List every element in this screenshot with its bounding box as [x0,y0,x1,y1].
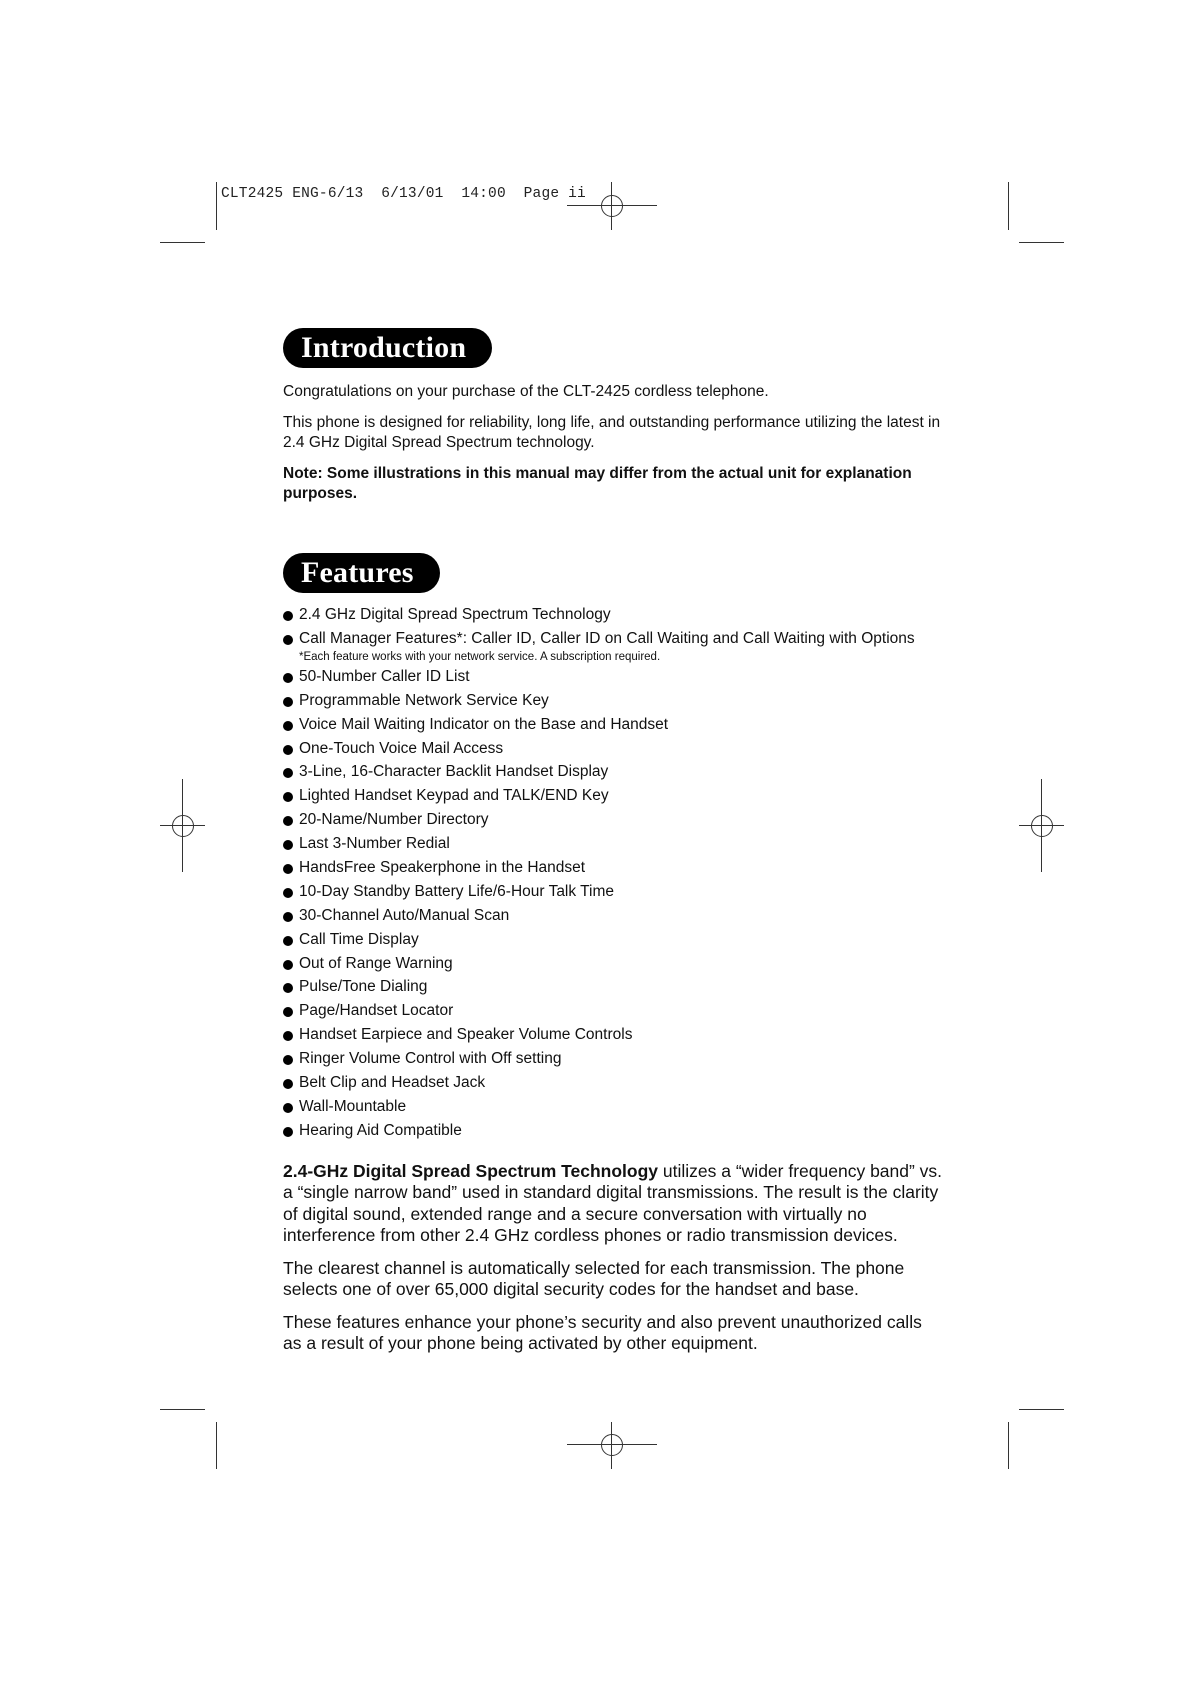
crop-mark-bottom-left-vertical [216,1422,217,1469]
technology-section [283,1161,943,1355]
feature-item: Call Manager Features*: Caller ID, Caller ID on Call Waiting and Call Waiting with Options *Each feature works with your network service. A subscription required. [283,629,943,664]
introduction-section [283,328,943,504]
feature-item: 3-Line, 16-Character Backlit Handset Display [283,762,943,782]
crop-mark-top-right-vertical [1008,182,1009,230]
crop-mark-top-left-vertical [216,182,217,230]
bullet-icon [283,840,293,850]
bullet-icon [283,816,293,826]
bullet-icon [283,888,293,898]
technology-paragraph-1: 2.4-GHz Digital Spread Spectrum Technology utilizes a “wider frequency band” vs. a “single narrow band” used in standard digital transmissions. The result is the clarity of digital sound, extended range and a secure conversation with virtually no interference from other 2.4 GHz cordless phones or radio transmission devices. [283,1160,943,1246]
bullet-icon [283,960,293,970]
crop-mark-bottom-right-horizontal [1019,1409,1064,1410]
intro-paragraph-2: This phone is designed for reliability, long life, and outstanding performance utilizing the latest in 2.4 GHz Digital Spread Spectrum technology. [283,414,941,451]
bullet-icon [283,721,293,731]
feature-item: Pulse/Tone Dialing [283,977,943,997]
feature-item: Handset Earpiece and Speaker Volume Controls [283,1025,943,1045]
print-slug: CLT2425 ENG-6/13 6/13/01 14:00 Page ii [221,186,586,202]
feature-item: Page/Handset Locator [283,1001,943,1021]
page-content [283,328,943,1355]
intro-paragraph-1: Congratulations on your purchase of the CLT-2425 cordless telephone. [283,383,769,400]
crop-mark-bottom-left-horizontal [160,1409,205,1410]
bullet-icon [283,611,293,621]
registration-mark-left-circle [172,815,194,837]
crop-mark-top-left-horizontal [160,242,205,243]
bullet-icon [283,912,293,922]
features-heading: Features [283,553,440,593]
bullet-icon [283,697,293,707]
feature-item: Last 3-Number Redial [283,834,943,854]
feature-item: 10-Day Standby Battery Life/6-Hour Talk Time [283,882,943,902]
technology-paragraph-3: These features enhance your phone’s security and also prevent unauthorized calls as a result of your phone being activated by other equipment. [283,1311,922,1354]
bullet-icon [283,864,293,874]
feature-item: 20-Name/Number Directory [283,810,943,830]
feature-item: Belt Clip and Headset Jack [283,1073,943,1093]
registration-mark-top-circle [601,195,623,217]
bullet-icon [283,792,293,802]
crop-mark-bottom-right-vertical [1008,1422,1009,1469]
feature-item: 50-Number Caller ID List [283,667,943,687]
technology-term: 2.4-GHz Digital Spread Spectrum Technology [283,1160,659,1181]
crop-mark-top-right-horizontal [1019,242,1064,243]
feature-item: 30-Channel Auto/Manual Scan [283,906,943,926]
bullet-icon [283,1127,293,1137]
feature-item: 2.4 GHz Digital Spread Spectrum Technology [283,605,943,625]
bullet-icon [283,1031,293,1041]
feature-item: Hearing Aid Compatible [283,1121,943,1141]
bullet-icon [283,635,293,645]
feature-item: One-Touch Voice Mail Access [283,739,943,759]
registration-mark-bottom-circle [601,1434,623,1456]
bullet-icon [283,1007,293,1017]
features-section [283,504,943,1141]
bullet-icon [283,768,293,778]
bullet-icon [283,983,293,993]
bullet-icon [283,745,293,755]
feature-item: Call Time Display [283,930,943,950]
intro-note: Note: Some illustrations in this manual may differ from the actual unit for explanation purposes. [283,465,912,502]
feature-item: Wall-Mountable [283,1097,943,1117]
feature-footnote: *Each feature works with your network service. A subscription required. [299,650,661,663]
feature-item: Programmable Network Service Key [283,691,943,711]
bullet-icon [283,1103,293,1113]
feature-item: Out of Range Warning [283,954,943,974]
bullet-icon [283,936,293,946]
features-list [283,605,943,1141]
registration-mark-right-circle [1031,815,1053,837]
feature-item: Lighted Handset Keypad and TALK/END Key [283,786,943,806]
feature-item: Voice Mail Waiting Indicator on the Base and Handset [283,715,943,735]
introduction-heading: Introduction [283,328,492,368]
technology-paragraph-2: The clearest channel is automatically selected for each transmission. The phone selects one of over 65,000 digital security codes for the handset and base. [283,1257,905,1300]
bullet-icon [283,1055,293,1065]
feature-item: Ringer Volume Control with Off setting [283,1049,943,1069]
bullet-icon [283,1079,293,1089]
feature-item: HandsFree Speakerphone in the Handset [283,858,943,878]
bullet-icon [283,673,293,683]
